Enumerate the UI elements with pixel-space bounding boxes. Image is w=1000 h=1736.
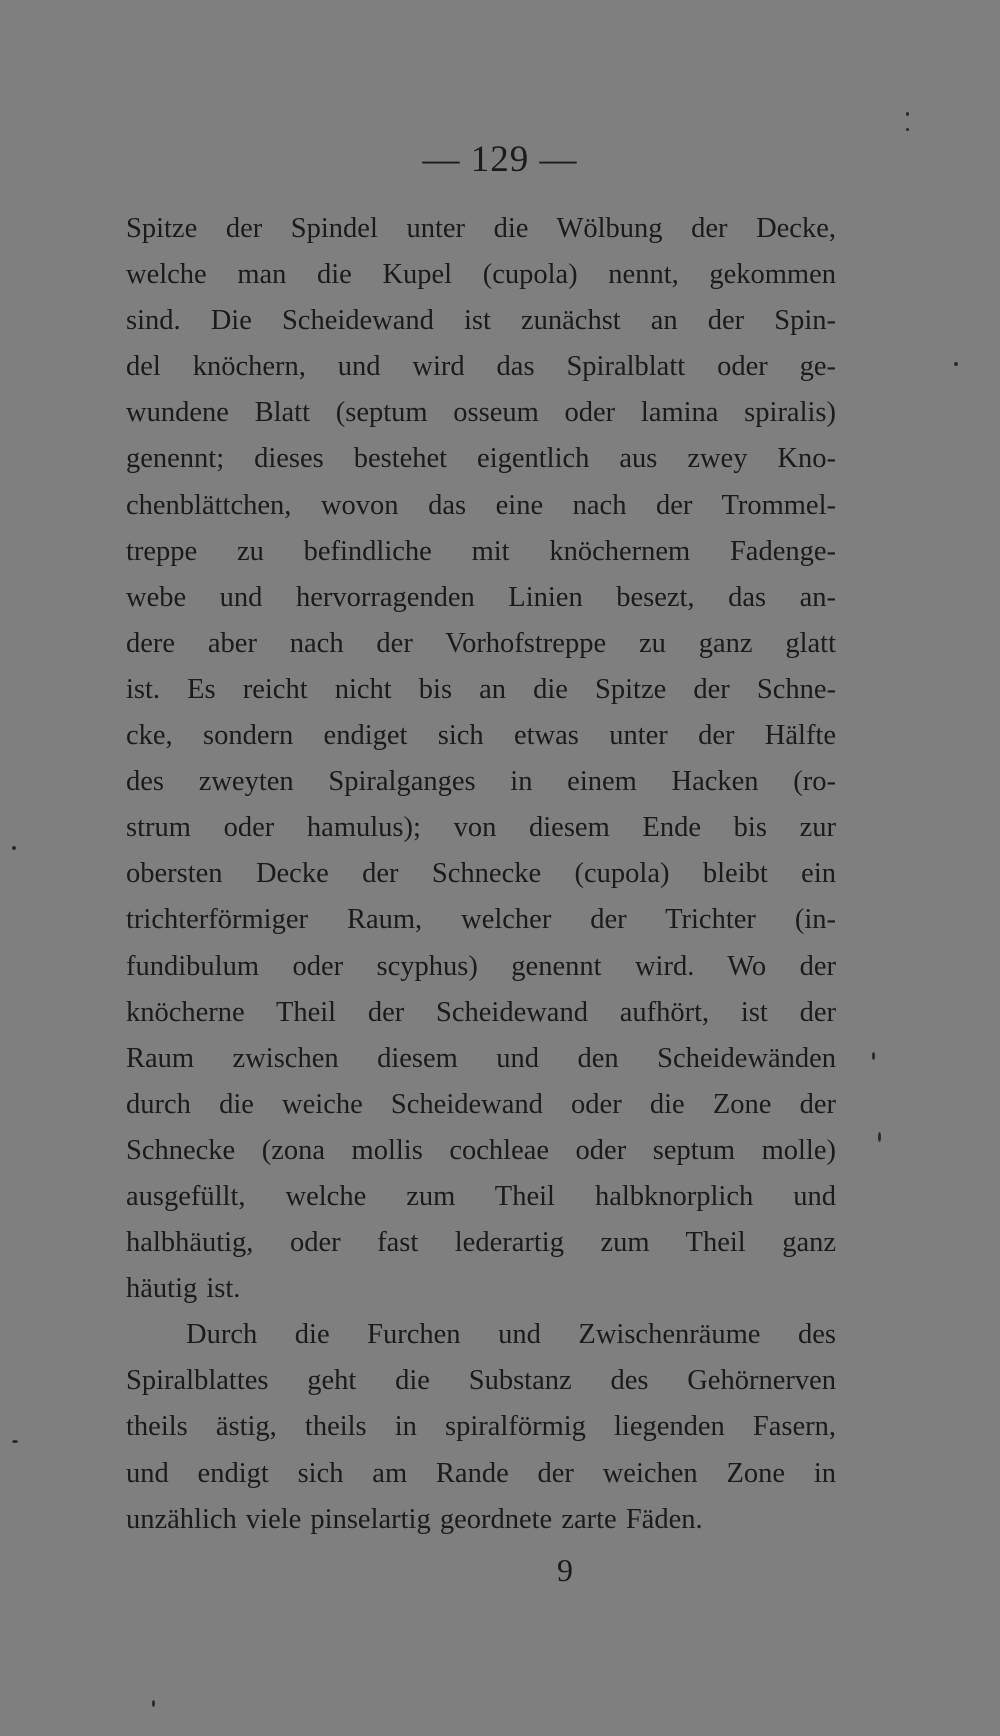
text-line: del knöchern, und wird das Spiralblatt oder ge- [126,351,836,383]
text-line: obersten Decke der Schnecke (cupola) bleibt ein [126,858,836,890]
text-line: webe und hervorragenden Linien besezt, das an- [126,581,836,613]
body-text [126,206,836,1543]
scan-speck [954,362,958,366]
text-line: welche man die Kupel (cupola) nennt, gekommen [126,259,836,291]
text-line: Raum zwischen diesem und den Scheidewänden [126,1042,836,1074]
text-line: Spiralblattes geht die Substanz des Gehörnerven [126,1365,836,1397]
paragraph-2 [126,1312,836,1542]
text-line: fundibulum oder scyphus) genennt wird. Wo der [126,950,836,982]
text-line: Schnecke (zona mollis cochleae oder septum molle) [126,1134,836,1166]
text-line: Durch die Furchen und Zwischenräume des [186,1319,836,1351]
text-line: halbhäutig, oder fast lederartig zum Theil ganz [126,1227,836,1259]
text-line: theils ästig, theils in spiralförmig liegenden Fasern, [126,1411,836,1443]
text-line: ausgefüllt, welche zum Theil halbknorplich und [126,1180,836,1212]
text-line: und endigt sich am Rande der weichen Zone in [126,1457,836,1489]
scan-speck [12,1440,18,1443]
text-line: chenblättchen, wovon das eine nach der Trommel- [126,489,836,521]
text-line: durch die weiche Scheidewand oder die Zone der [126,1088,836,1120]
scan-speck [12,846,16,850]
scan-speck [872,1052,875,1060]
scan-speck [152,1700,155,1707]
text-line: strum oder hamulus); von diesem Ende bis zur [126,812,836,844]
text-line: genennt; dieses bestehet eigentlich aus zwey Kno- [126,443,836,475]
scan-speck [906,112,909,116]
text-line: Spitze der Spindel unter die Wölbung der Decke, [126,213,836,244]
scan-speck [906,128,909,131]
text-line: trichterförmiger Raum, welcher der Trichter (in- [126,904,836,936]
scan-speck [878,1132,881,1142]
text-line: häutig ist. [126,1273,241,1305]
paragraph-1 [126,206,836,1312]
text-line: cke, sondern endiget sich etwas unter der Hälfte [126,720,836,752]
text-line: treppe zu befindliche mit knöchernem Fadenge- [126,535,836,567]
text-line: wundene Blatt (septum osseum oder lamina spiralis) [126,397,836,429]
signature-mark: 9 [557,1552,573,1588]
text-line: ist. Es reicht nicht bis an die Spitze der Schne- [126,673,836,705]
text-line: sind. Die Scheidewand ist zunächst an der Spin- [126,305,836,337]
text-line: des zweyten Spiralganges in einem Hacken (ro- [126,766,836,798]
text-line: knöcherne Theil der Scheidewand aufhört, ist der [126,996,836,1028]
text-line: unzählich viele pinselartig geordnete zarte Fäden. [126,1503,703,1535]
page-number-header: — 129 — [422,139,578,180]
text-line: dere aber nach der Vorhofstreppe zu ganz glatt [126,627,836,659]
